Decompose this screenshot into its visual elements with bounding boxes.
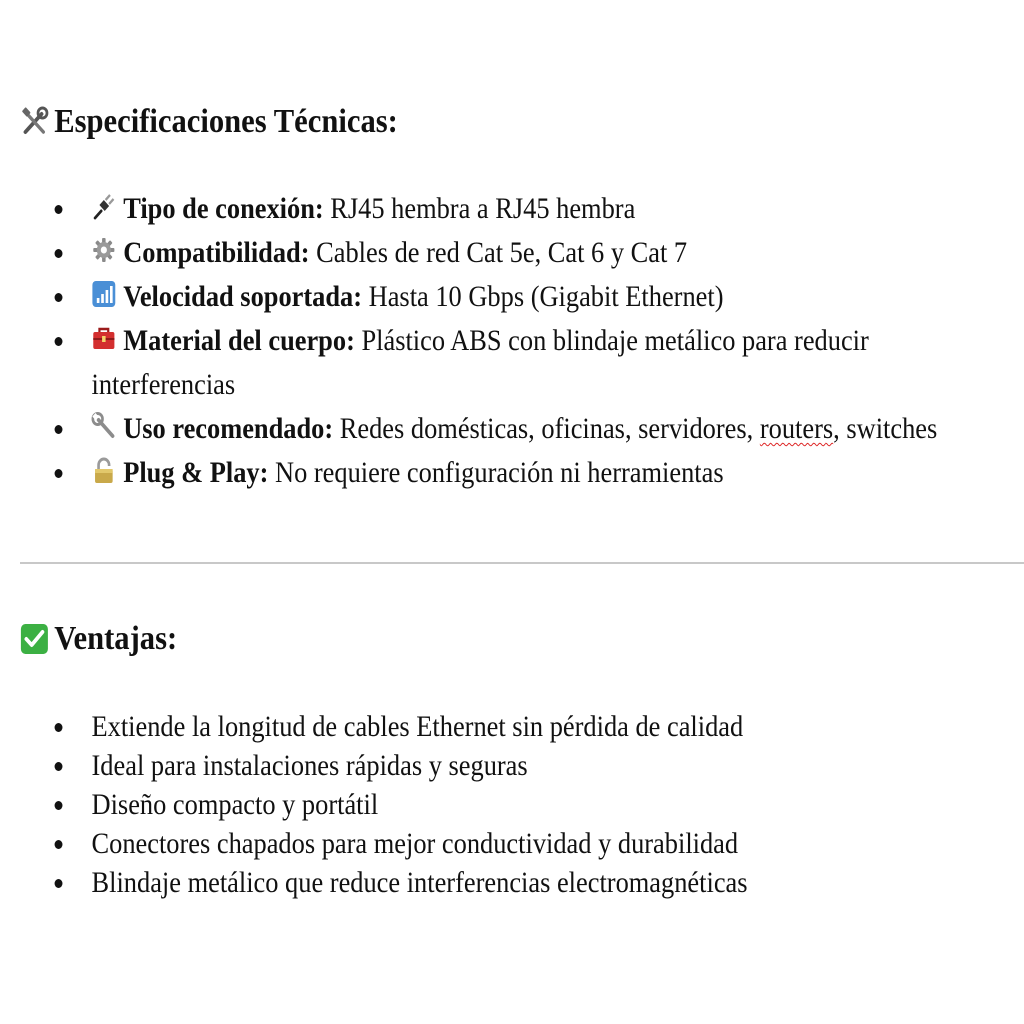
- bullet: [55, 205, 63, 214]
- advantages-heading: [20, 619, 177, 659]
- bullet: [55, 840, 63, 849]
- check-mark-icon: [20, 623, 49, 655]
- bullet: [55, 762, 63, 771]
- list-item: [0, 785, 1007, 824]
- item-label: Plug & Play:: [123, 456, 269, 489]
- bullet: [55, 425, 63, 434]
- specs-heading-text: Especificaciones Técnicas:: [54, 103, 398, 140]
- item-value: Cables de red Cat 5e, Cat 6 y Cat 7: [309, 236, 688, 269]
- item-value: RJ45 hembra a RJ45 hembra: [323, 192, 636, 225]
- spellcheck-flagged-word[interactable]: routers: [759, 412, 834, 445]
- lock-icon: [92, 456, 117, 484]
- item-label: Tipo de conexión:: [123, 192, 324, 225]
- plug-icon: [92, 192, 117, 220]
- bullet: [55, 337, 63, 346]
- list-item: [0, 407, 1007, 451]
- specs-heading: [20, 102, 398, 142]
- item-value-tail: , switches: [833, 412, 938, 445]
- bullet: [55, 293, 63, 302]
- toolbox-icon: [92, 324, 117, 352]
- list-item: [0, 863, 1007, 902]
- list-item: [0, 275, 1007, 319]
- bullet: [55, 801, 63, 810]
- advantage-text: Blindaje metálico que reduce interferencias electromagnéticas: [91, 866, 748, 899]
- advantage-text: Conectores chapados para mejor conductividad y durabilidad: [91, 827, 739, 860]
- advantages-list: [0, 707, 1024, 902]
- signal-bars-icon: [92, 280, 117, 308]
- item-value: Redes domésticas, oficinas, servidores,: [333, 412, 760, 445]
- list-item: [0, 451, 1007, 495]
- bullet: [55, 249, 63, 258]
- item-label: Velocidad soportada:: [123, 280, 363, 313]
- tools-icon: [20, 106, 49, 138]
- list-item: [0, 231, 1007, 275]
- gear-icon: [92, 236, 117, 264]
- item-label: Material del cuerpo:: [123, 324, 355, 357]
- list-item: [0, 319, 972, 407]
- item-value: Plástico ABS con blindaje metálico para reducir interferencias: [91, 324, 869, 401]
- specs-list: [0, 187, 1024, 495]
- list-item: [0, 187, 1007, 231]
- list-item: [0, 824, 1007, 863]
- item-label: Uso recomendado:: [123, 412, 334, 445]
- wrench-icon: [92, 412, 117, 440]
- list-item: [0, 707, 1007, 746]
- advantage-text: Ideal para instalaciones rápidas y seguras: [91, 749, 528, 782]
- section-divider: [20, 562, 1024, 564]
- advantage-text: Diseño compacto y portátil: [91, 788, 379, 821]
- bullet: [55, 469, 63, 478]
- item-value: Hasta 10 Gbps (Gigabit Ethernet): [362, 280, 724, 313]
- bullet: [55, 723, 63, 732]
- item-label: Compatibilidad:: [123, 236, 310, 269]
- advantages-heading-text: Ventajas:: [54, 620, 178, 657]
- list-item: [0, 746, 1007, 785]
- item-value: No requiere configuración ni herramientas: [268, 456, 724, 489]
- advantage-text: Extiende la longitud de cables Ethernet sin pérdida de calidad: [91, 710, 744, 743]
- bullet: [55, 879, 63, 888]
